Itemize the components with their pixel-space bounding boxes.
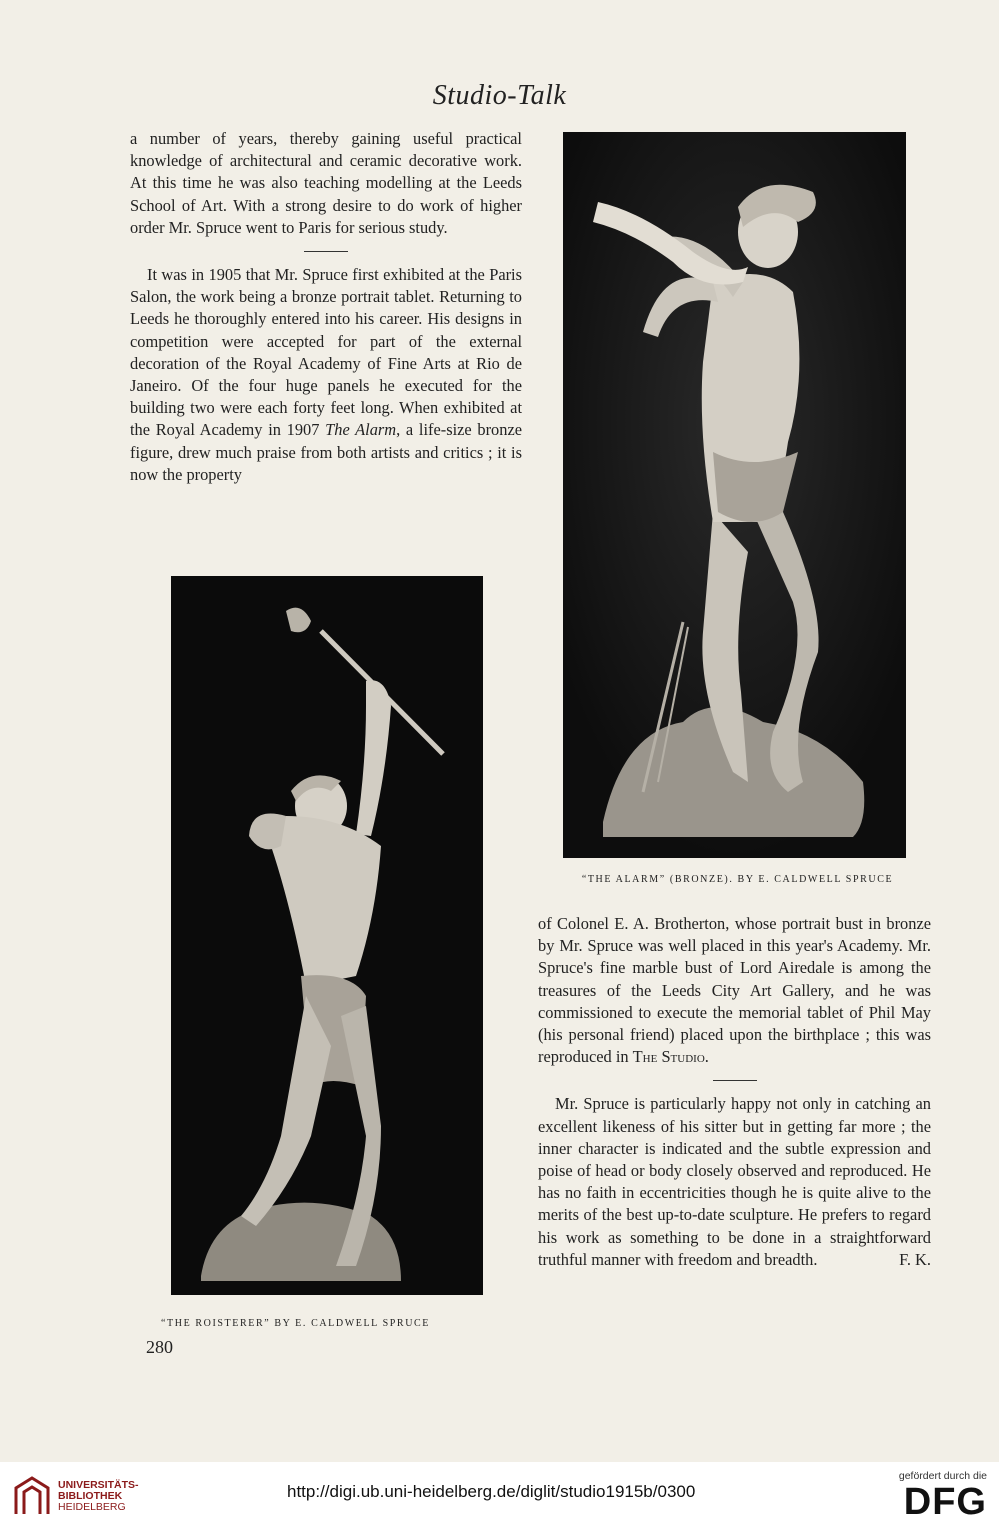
library-emblem-icon <box>12 1474 52 1518</box>
page-number: 280 <box>146 1337 173 1357</box>
magazine-name: The Studio <box>632 1047 705 1067</box>
paragraph: a number of years, thereby gaining useful practical knowledge of architectural and ceramic decorative work. At this time he was also teaching modelling at the Leeds School of Art. With a strong desire to do work of higher order Mr. Spruce went to Paris for serious study. <box>130 129 522 237</box>
artwork-title: The Alarm <box>325 420 397 440</box>
section-divider <box>304 251 348 252</box>
digitization-footer <box>0 1462 999 1533</box>
running-header: Studio-Talk <box>432 80 567 111</box>
caption-the-roisterer: “THE ROISTERER” BY E. CALDWELL SPRUCE <box>161 1318 430 1329</box>
library-logo: UNIVERSITÄTS- BIBLIOTHEK HEIDELBERG <box>12 1474 139 1518</box>
paragraph: Mr. Spruce is particularly happy not only in catching an excellent likeness of his sitter but in getting far more ; the inner character is indicated and the subtle expression and poise of head or body closely observed and reproduced. He has no faith in eccentricities though he is quite alive to the merits of the best up-to-date sculpture. He prefers to regard his work as something to be done in a straightforward truthful manner with freedom and breadth. F. K. <box>538 1093 931 1271</box>
sculpture-alarm-image <box>563 132 906 858</box>
dfg-logo: DFG <box>903 1481 987 1523</box>
right-text-column <box>538 913 931 1271</box>
photo-the-alarm <box>563 132 906 858</box>
paragraph: It was in 1905 that Mr. Spruce first exhibited at the Paris Salon, the work being a bronze portrait tablet. Returning to Leeds he thoroughly entered into his career. His designs in competition were accepted for part of the external decoration of the Royal Academy of Fine Arts at Rio de Janeiro. Of the four huge panels he executed for the building two were each forty feet long. When exhibited at the Royal Academy in 1907 The Alarm, a life-size bronze figure, drew much praise from both artists and critics ; it is now the property <box>130 265 522 484</box>
photo-the-roisterer <box>171 576 483 1295</box>
sculpture-roisterer-image <box>171 576 483 1295</box>
author-signature: F. K. <box>899 1249 931 1269</box>
source-url-link[interactable]: http://digi.ub.uni-heidelberg.de/diglit/studio1915b/0300 <box>287 1482 696 1501</box>
funding-notice: gefördert durch die DFG <box>898 1470 987 1523</box>
paragraph: of Colonel E. A. Brotherton, whose portrait bust in bronze by Mr. Spruce was well placed in this year's Academy. Mr. Spruce's fine marble bust of Lord Airedale is among the treasures of the Leeds City Art Gallery, and he was commissioned to execute the memorial tablet of Phil May (his personal friend) placed upon the birthplace ; this was reproduced in The Studio. <box>538 914 931 1067</box>
caption-the-alarm: “THE ALARM” (BRONZE). BY E. CALDWELL SPRUCE <box>581 874 894 885</box>
left-text-column <box>130 128 522 486</box>
section-divider <box>713 1080 757 1081</box>
